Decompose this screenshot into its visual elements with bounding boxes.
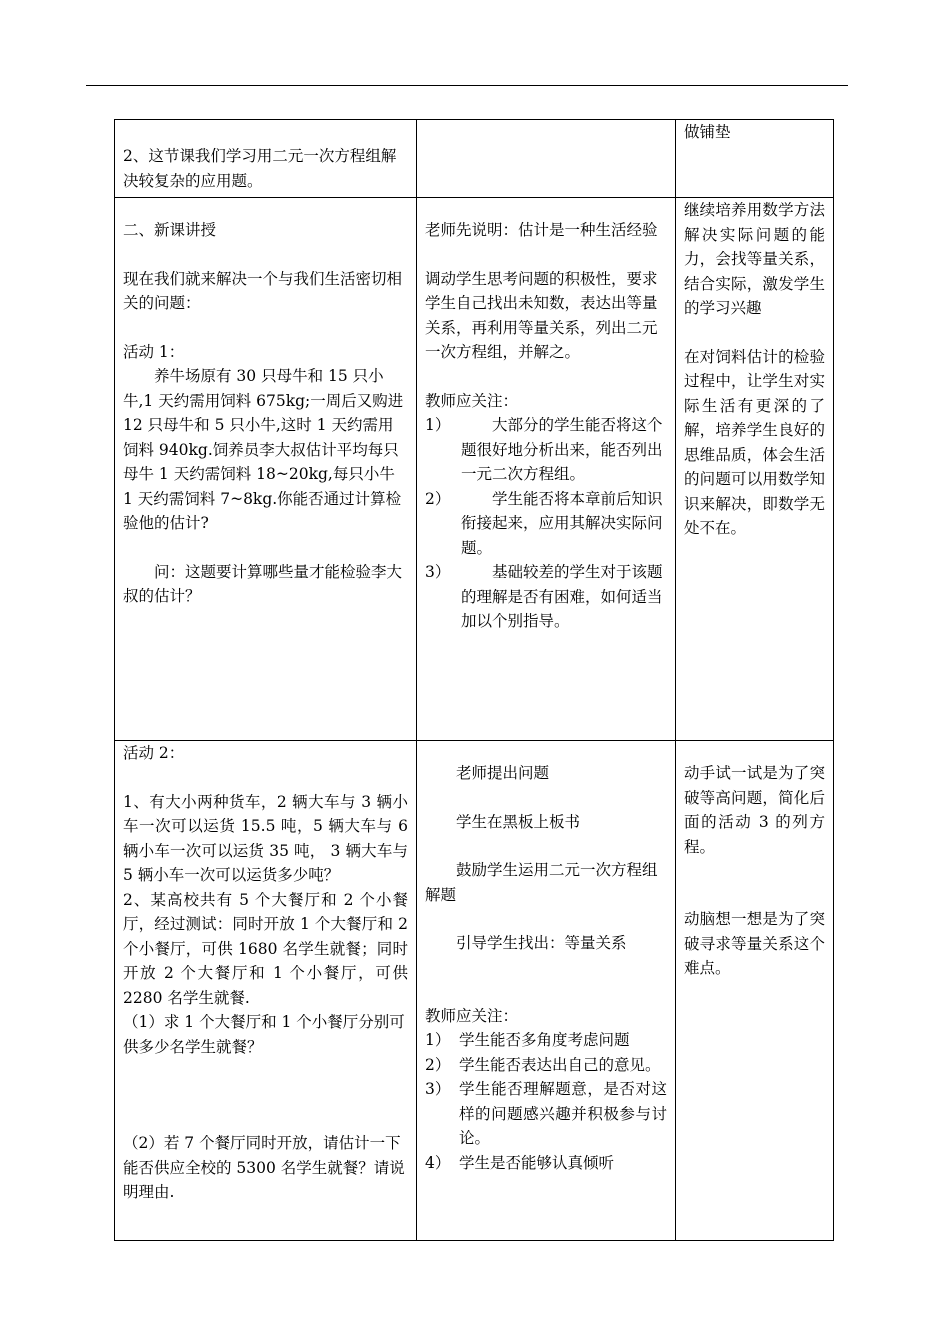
list-item [425,1053,667,1078]
list-item [425,487,667,561]
sub-question: （1）求 1 个大餐厅和 1 个小餐厅分别可供多少名学生就餐？ [123,1013,405,1056]
content-cell [115,198,417,741]
intent-text: 做铺垫 [684,123,731,141]
activity-title: 活动 1： [123,342,185,361]
intro-text: 现在我们就来解决一个与我们生活密切相关的问题： [123,269,403,312]
summary-text: 2、这节课我们学习用二元一次方程组解决较复杂的应用题。 [123,147,397,190]
list-text: 学生能否理解题意，是否对这样的问题感兴趣并积极参与讨论。 [459,1080,667,1147]
activity-title: 活动 2： [123,744,185,762]
list-text: 基础较差的学生对于该题的理解是否有困难，如何适当加以个别指导。 [461,563,663,630]
question-text: 问：这题要计算哪些量才能检验李大叔的估计？ [123,562,403,605]
teacher-note: 老师先说明：估计是一种生活经验 [425,221,658,239]
header-rule [86,85,848,86]
problem-text: 2、某高校共有 5 个大餐厅和 2 个小餐厅，经过测试：同时开放 1 个大餐厅和 2 个小餐厅，可供 1680 名学生就餐；同时开放 2 个大餐厅和 1 个小餐厅，可供 2280 名学生就餐. [123,890,408,1007]
list-item [425,1077,667,1151]
table-row [115,198,834,741]
list-text: 大部分的学生能否将这个题很好地分析出来，能否列出一元二次方程组。 [461,416,663,483]
content-cell [115,741,417,1241]
intent-text: 动手试一试是为了突破等高问题，简化后面的活动 3 的列方程。 [684,764,825,856]
list-item [425,413,667,487]
focus-title: 教师应关注： [425,1006,519,1025]
list-number: 3） [425,1080,451,1098]
list-number: 3） [425,563,451,581]
intent-cell [676,120,834,198]
problem-text: 养牛场原有 30 只母牛和 15 只小牛,1 天约需用饲料 675kg;一周后又购进 12 只母牛和 5 只小牛,这时 1 天约需用饲料 940kg.饲养员李大叔估计平均每只母牛 1 天约需饲料 18~20kg,每只小牛 1 天约需饲料 7~8kg.你能否通过计算检验他的估计? [123,367,404,532]
content-cell [115,120,417,198]
list-item [425,560,667,634]
teacher-note: 引导学生找出：等量关系 [456,934,627,952]
focus-title: 教师应关注： [425,391,519,410]
teacher-note: 老师提出问题 [456,764,550,782]
section-heading: 二、新课讲授 [123,221,217,239]
intent-text: 继续培养用数学方法解决实际问题的能力，会找等量关系，结合实际，激发学生的学习兴趣 [684,201,825,317]
sub-question: （2）若 7 个餐厅同时开放，请估计一下能否供应全校的 5300 名学生就餐？请说明理由. [123,1134,405,1201]
list-number: 1） [425,416,451,434]
teacher-note: 调动学生思考问题的积极性，要求学生自己找出未知数，表达出等量关系，再利用等量关系，列出二元一次方程组，并解之。 [425,269,658,361]
list-text: 学生能否将本章前后知识衔接起来，应用其解决实际问题。 [461,489,663,557]
list-item [425,1151,667,1176]
activity-cell [417,198,676,741]
list-item [425,1028,667,1053]
problem-text: 1、有大小两种货车，2 辆大车与 3 辆小车一次可以运货 15.5 吨，5 辆大车与 6 辆小车一次可以运货 35 吨， 3 辆大车与 5 辆小车一次可以运货多少吨？ [123,792,408,884]
teacher-note: 鼓励学生运用二元一次方程组解题 [425,861,658,904]
lesson-plan-table [114,119,834,1241]
list-text: 学生能否多角度考虑问题 [459,1031,630,1049]
intent-cell [676,741,834,1241]
list-text: 学生能否表达出自己的意见。 [459,1055,661,1074]
intent-text: 动脑想一想是为了突破寻求等量关系这个难点。 [684,910,825,977]
list-number: 4） [425,1153,451,1172]
activity-cell [417,741,676,1241]
teacher-note: 学生在黑板上板书 [456,812,581,831]
list-number: 2） [425,489,451,508]
activity-cell [417,120,676,198]
table-row [115,741,834,1241]
list-text: 学生是否能够认真倾听 [459,1153,615,1172]
table-row [115,120,834,198]
list-number: 2） [425,1055,451,1074]
list-number: 1） [425,1031,451,1049]
intent-text: 在对饲料估计的检验过程中，让学生对实际生活有更深的了解，培养学生良好的思维品质，体会生活的问题可以用数学知识来解决，即数学无处不在。 [684,347,825,537]
intent-cell [676,198,834,741]
